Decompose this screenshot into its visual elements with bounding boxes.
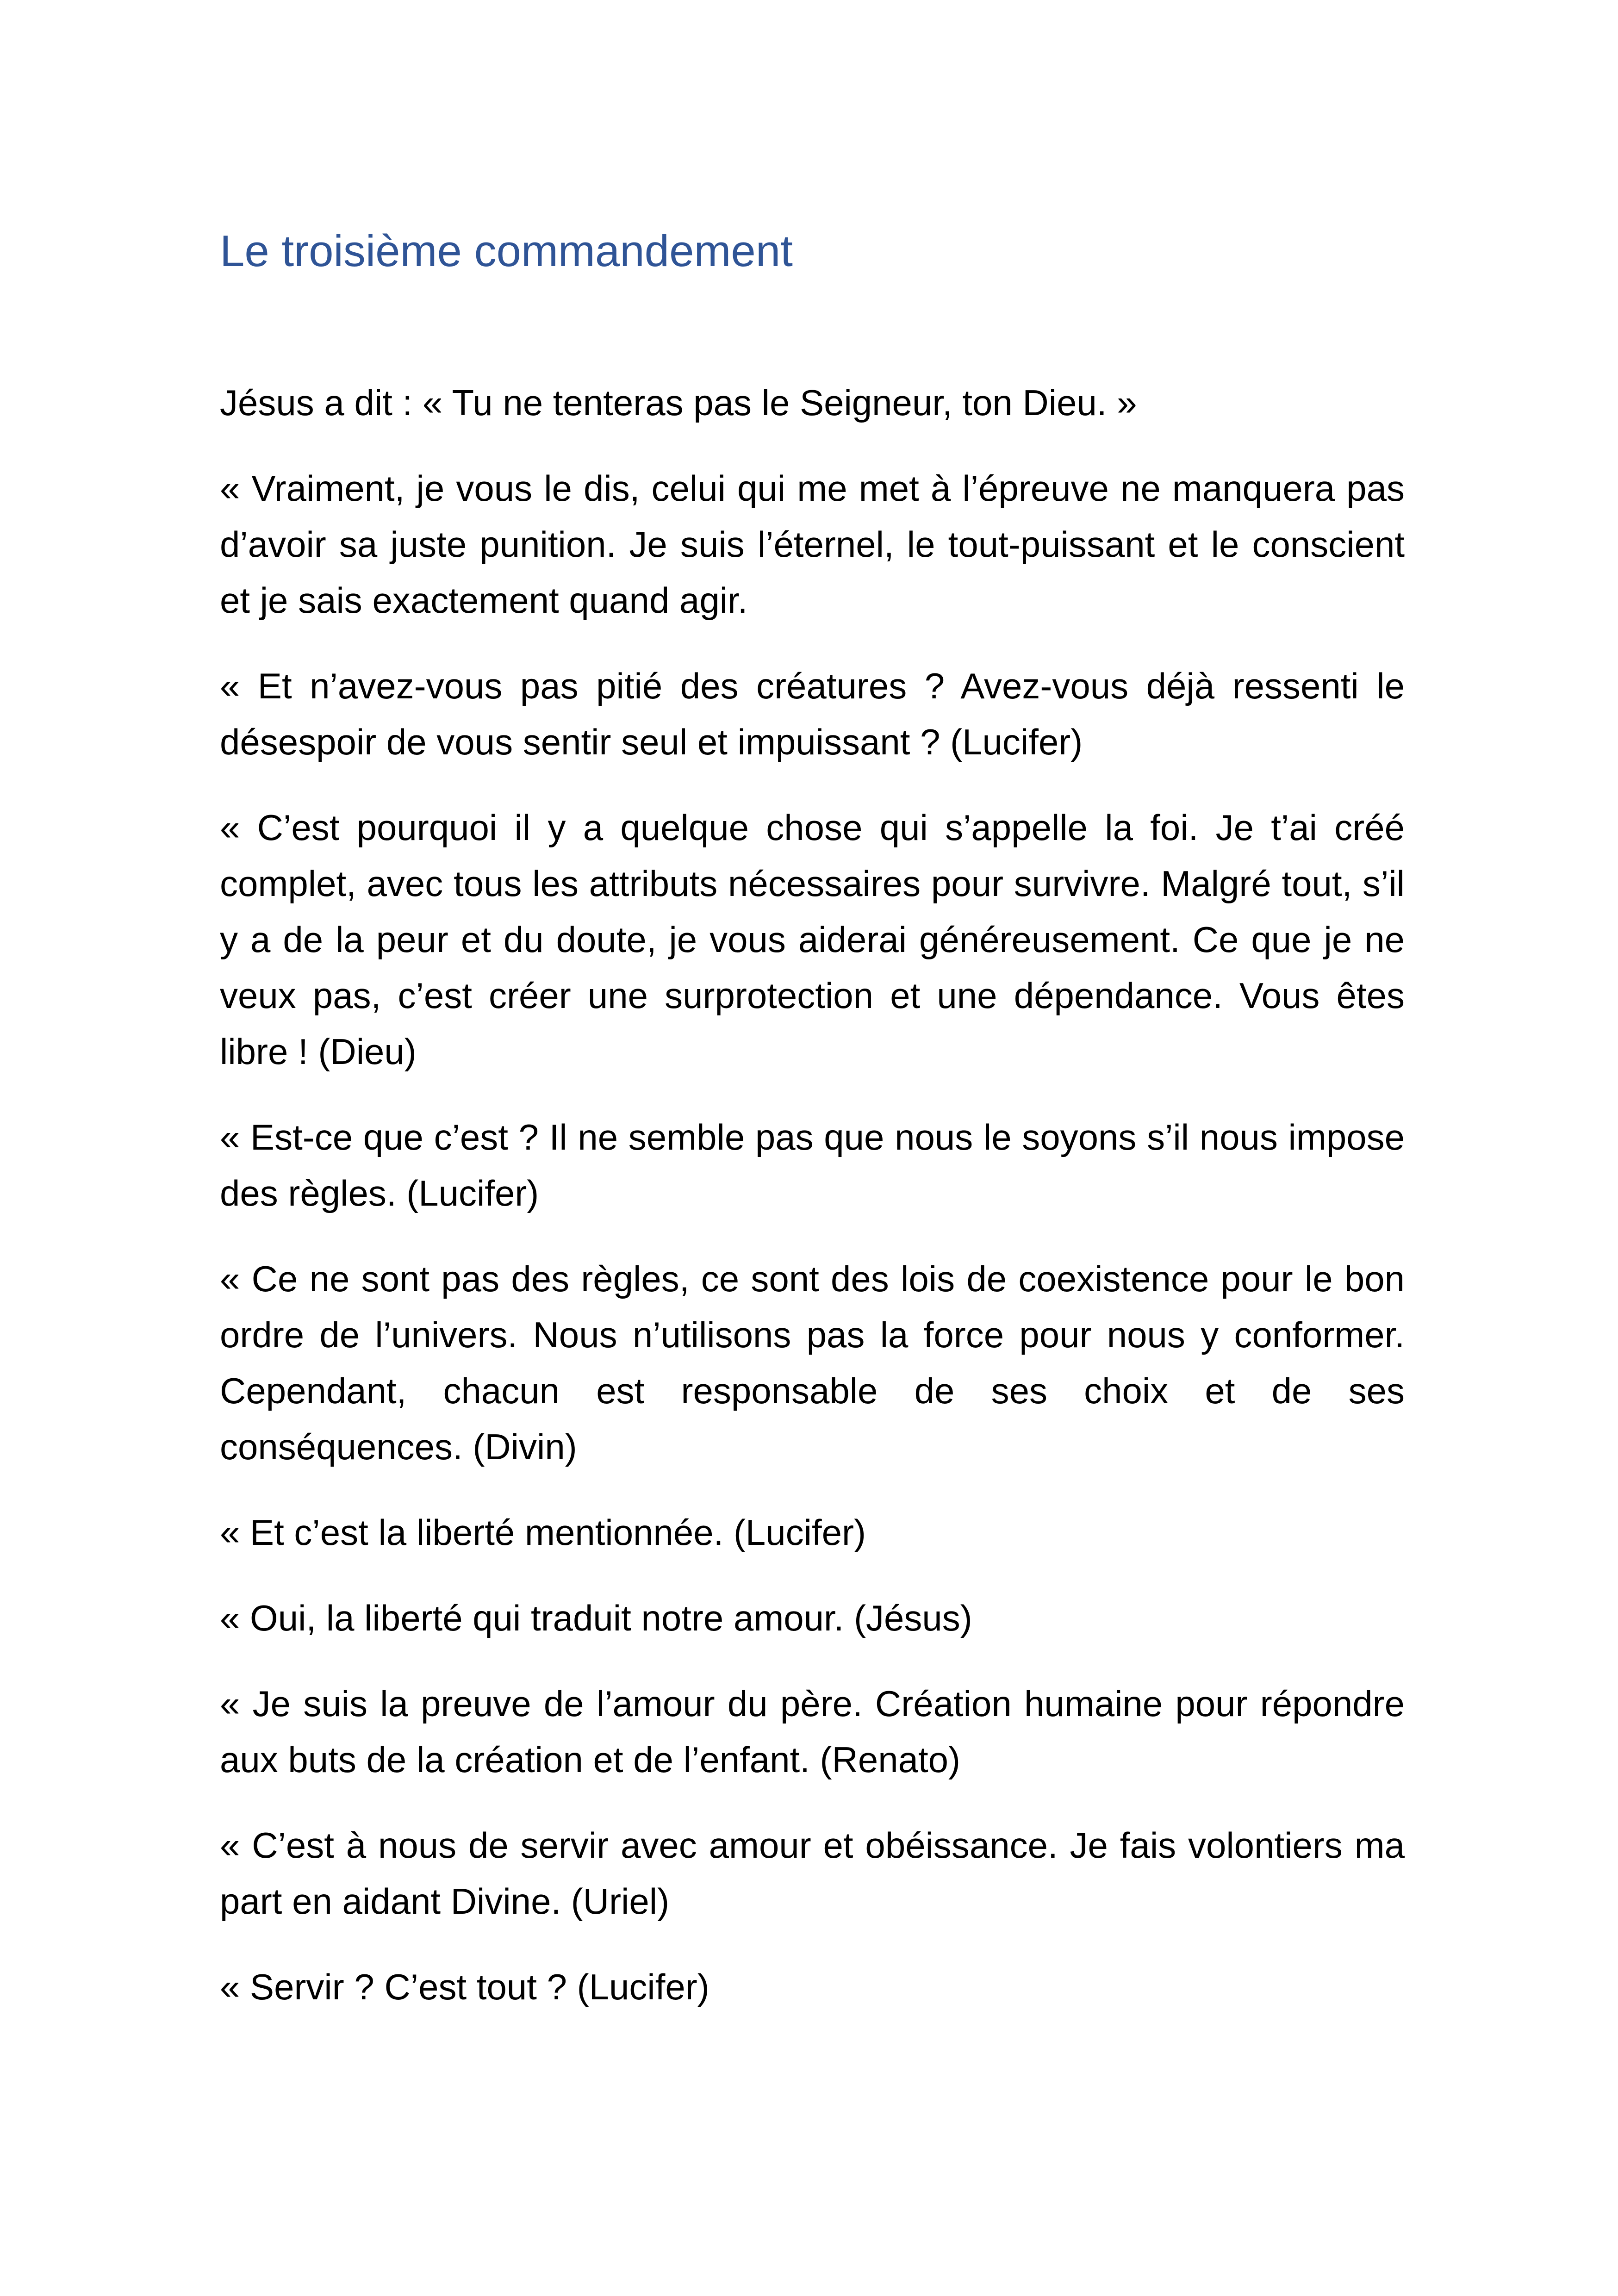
page-title: Le troisième commandement [220,226,793,276]
paragraph-10: « C’est à nous de servir avec amour et obéissance. Je fais volontiers ma part en aidant Divine. (Uriel) [220,1825,1405,1922]
paragraph-4: « C’est pourquoi il y a quelque chose qui s’appelle la foi. Je t’ai créé complet, avec tous les attributs nécessaires pour survivre. Malgré tout, s’il y a de la peur et du doute, je vous aiderai généreusement. Ce que je ne veux pas, c’est créer une surprotection et une dépendance. Vous êtes libre ! (Dieu) [220,807,1405,1072]
body-text [220,375,1405,2045]
paragraph-9: « Je suis la preuve de l’amour du père. Création humaine pour répondre aux buts de la création et de l’enfant. (Renato) [220,1683,1405,1780]
paragraph-7: « Et c’est la liberté mentionnée. (Lucifer) [220,1512,866,1553]
paragraph-3: « Et n’avez-vous pas pitié des créatures ? Avez-vous déjà ressenti le désespoir de vous sentir seul et impuissant ? (Lucifer) [220,666,1405,762]
paragraph-1: Jésus a dit : « Tu ne tenteras pas le Seigneur, ton Dieu. » [220,382,1137,423]
paragraph-6: « Ce ne sont pas des règles, ce sont des lois de coexistence pour le bon ordre de l’univers. Nous n’utilisons pas la force pour nous y conformer. Cependant, chacun est responsable de ses choix et de ses conséquences. (Divin) [220,1258,1405,1467]
paragraph-8: « Oui, la liberté qui traduit notre amour. (Jésus) [220,1598,972,1638]
paragraph-11: « Servir ? C’est tout ? (Lucifer) [220,1966,709,2007]
paragraph-2: « Vraiment, je vous le dis, celui qui me met à l’épreuve ne manquera pas d’avoir sa juste punition. Je suis l’éternel, le tout-puissant et le conscient et je sais exactement quand agir. [220,468,1405,621]
paragraph-5: « Est-ce que c’est ? Il ne semble pas que nous le soyons s’il nous impose des règles. (Lucifer) [220,1117,1405,1213]
